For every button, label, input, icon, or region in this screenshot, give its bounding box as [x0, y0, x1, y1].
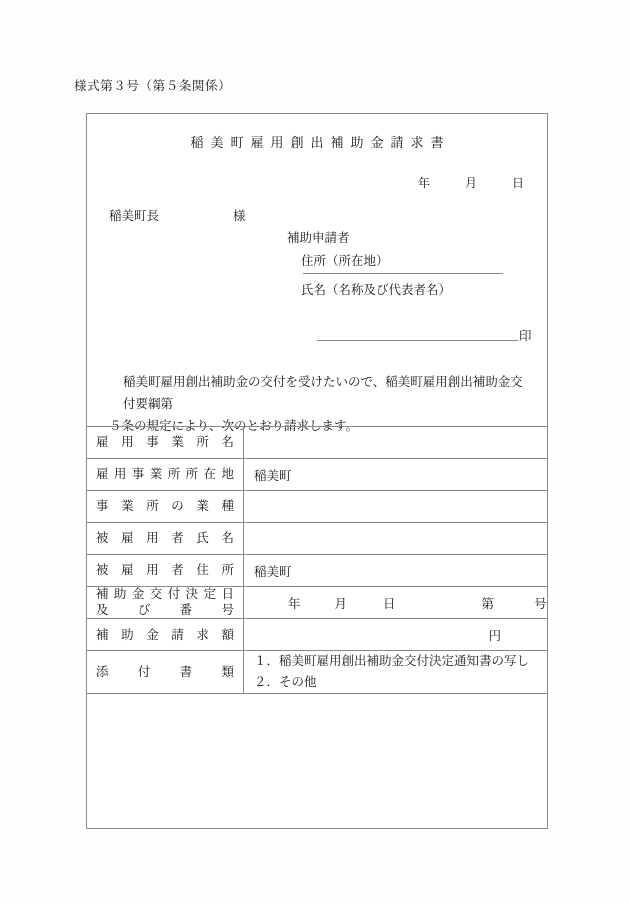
table-row — [87, 651, 548, 693]
date-year-label: 年 — [417, 176, 431, 190]
table-row — [87, 427, 548, 459]
table-row — [87, 523, 548, 555]
row-label-request-amount: 補助金請求額 — [87, 619, 244, 651]
date-month-label: 月 — [464, 176, 478, 190]
applicant-name-rule — [317, 340, 518, 341]
applicant-address-rule — [303, 273, 503, 274]
row-label-employer-address: 雇用事業所所在地 — [87, 459, 244, 491]
row-value-employee-name[interactable] — [244, 523, 548, 555]
date-line — [418, 174, 525, 191]
row-value-employee-address[interactable]: 稲美町 — [244, 555, 548, 587]
row-label-employee-name: 被雇用者氏名 — [87, 523, 244, 555]
row-value-attachments[interactable] — [244, 651, 548, 693]
body-line-2: ５条の規定により、次のとおり請求します。 — [109, 418, 359, 433]
amount-unit: 円 — [488, 628, 501, 643]
addressee-line — [109, 206, 246, 224]
request-details-table — [86, 426, 548, 694]
decision-year-label: 年 — [288, 596, 301, 611]
addressee-honorific: 様 — [233, 209, 246, 223]
table-row — [87, 587, 548, 619]
decision-day-label: 日 — [383, 596, 396, 611]
table-row — [87, 619, 548, 651]
row-value-business-type[interactable] — [244, 491, 548, 523]
row-label-decision-date-number: 補助金交付決定日 及び番号 — [87, 587, 244, 619]
table-row — [87, 491, 548, 523]
applicant-name-seal-line — [317, 326, 532, 344]
decision-number-prefix: 第 — [481, 596, 495, 611]
row-value-request-amount[interactable] — [244, 619, 548, 651]
form-outer-box — [86, 113, 548, 829]
applicant-block — [287, 232, 503, 301]
document-title: 稲美町雇用創出補助金請求書 — [190, 135, 451, 150]
table-row — [87, 555, 548, 587]
body-line-1: 稲美町雇用創出補助金の交付を受けたいので、稲美町雇用創出補助金交付要綱第 — [123, 375, 523, 411]
decision-number-suffix: 号 — [534, 596, 547, 611]
list-item: １．稲美町雇用創出補助金交付決定通知書の写し — [254, 654, 530, 669]
attachment-list — [254, 651, 537, 692]
list-item: ２．その他 — [254, 674, 317, 689]
date-day-label: 日 — [511, 176, 525, 190]
row-value-decision-date-number[interactable] — [244, 587, 548, 619]
row-label-employer-name: 雇用事業所名 — [87, 427, 244, 459]
applicant-heading: 補助申請者 — [287, 231, 350, 245]
seal-mark: 印 — [519, 329, 532, 343]
row-value-employer-address[interactable]: 稲美町 — [244, 459, 548, 491]
applicant-address-label: 住所（所在地） — [301, 253, 389, 268]
row-label-employee-address: 被雇用者住所 — [87, 555, 244, 587]
row-value-employer-name[interactable] — [244, 427, 548, 459]
applicant-name-label: 氏名（名称及び代表者名） — [301, 283, 452, 297]
decision-month-label: 月 — [334, 596, 348, 611]
addressee-name: 稲美町長 — [109, 209, 160, 223]
table-row — [87, 459, 548, 491]
row-label-business-type: 事業所の業種 — [87, 491, 244, 523]
row-label-attachments: 添付書類 — [87, 651, 244, 693]
form-number: 様式第３号（第５条関係） — [74, 79, 232, 93]
